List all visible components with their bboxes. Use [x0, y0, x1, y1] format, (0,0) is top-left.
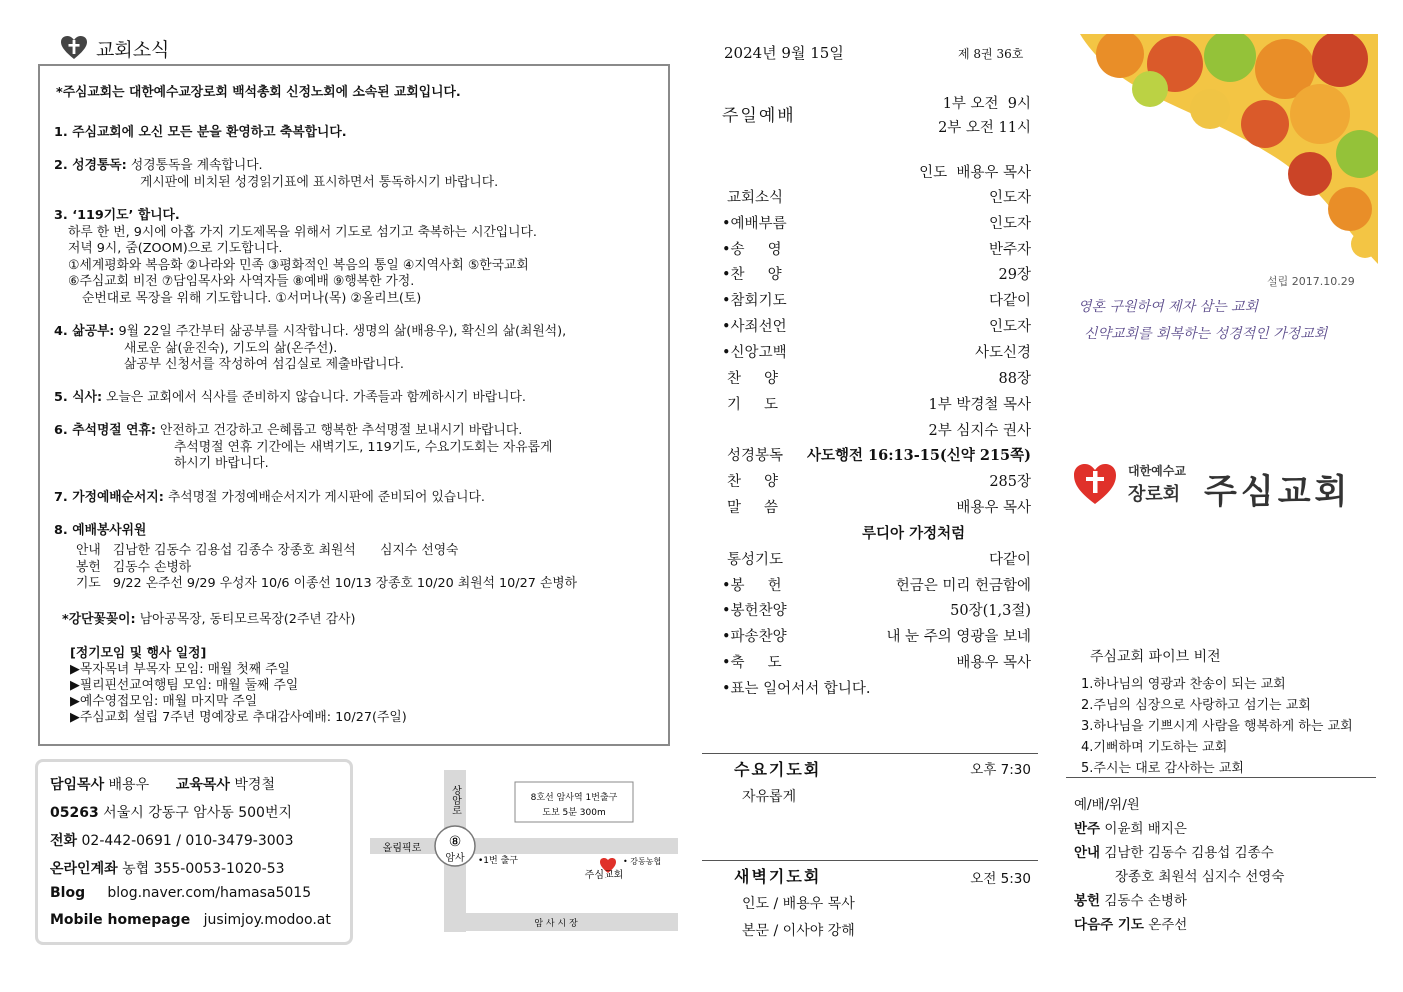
news-intro: *주심교회는 대한예수교장로회 백석총회 신정노회에 소속된 교회입니다. [56, 85, 461, 100]
hymn2-label: 찬 양 [727, 474, 779, 490]
organist-names: 이윤희 배지은 [1100, 821, 1187, 837]
sermon-preacher: 배용우 목사 [956, 500, 1031, 516]
account-label: 온라인계좌 [50, 861, 118, 877]
news-item-7-title: 7. 가정예배순서지: [54, 490, 164, 505]
order-item: •참회기도 [722, 293, 787, 309]
mobile-line [50, 912, 331, 928]
news-item-8-title: 8. 예배봉사위원 [54, 523, 147, 538]
news-item-3-line2: 저녁 9시, 줌(ZOOM)으로 기도합니다. [68, 241, 283, 256]
order-item: 교회소식 [727, 190, 784, 206]
servers-next-prayer [1074, 913, 1187, 933]
postal-code: 05263 [50, 805, 99, 821]
news-item-4-title: 4. 삶공부: [54, 324, 115, 339]
church-logo-icon [1072, 462, 1118, 506]
news-item-3-line1: 하루 한 번, 9시에 아홉 가지 기도제목을 위해서 기도로 섬기고 축복하는 시간입니다. [68, 225, 537, 240]
pastor-line [50, 774, 275, 794]
dawn-text: 본문 / 이사야 강해 [742, 923, 855, 939]
wednesday-text: 자유롭게 [742, 789, 797, 805]
church-logo-denomination: 대한예수교 [1128, 464, 1186, 478]
news-item-5-title: 5. 식사: [54, 390, 103, 405]
church-logo-name: 주심교회 [1204, 472, 1352, 512]
news-item-3-line5: 순번대로 목장을 위해 기도합니다. ①서머나(목) ②올리브(토) [82, 291, 422, 306]
address: 서울시 강동구 암사동 500번지 [98, 805, 293, 821]
news-flower-text: 남아공목장, 동티모르목장(2주년 감사) [135, 612, 356, 627]
news-header [60, 34, 169, 62]
phone-label: 전화 [50, 833, 78, 849]
founded-date: 설립 2017.10.29 [1267, 275, 1355, 288]
wednesday-title: 수요기도회 [734, 760, 822, 779]
order-value: 인도자 [988, 216, 1031, 232]
order-value: 29장 [998, 267, 1031, 283]
servers-offering [1074, 889, 1187, 909]
bulletin-date: 2024년 9월 15일 [724, 44, 844, 62]
news-item-2-line2: 게시판에 비치된 성경읽기표에 표시하면서 통독하시기 바랍니다. [140, 175, 499, 190]
schedule-title: [정기모임 및 행사 일정] [70, 646, 207, 661]
map-exit-label: •1번 출구 [478, 856, 518, 866]
order-item: 통성기도 [727, 552, 784, 568]
pastor-name: 배용우 [104, 777, 150, 793]
news-title: 교회소식 [96, 38, 170, 61]
mobile-label: Mobile homepage [50, 912, 191, 928]
order-item: •예배부름 [722, 216, 787, 232]
schedule-item: ▶주심교회 설립 7주년 명예장로 추대감사예배: 10/27(주일) [70, 710, 407, 725]
usher-names-2: 장종호 최원석 심지수 선영숙 [1115, 869, 1285, 885]
order-item: •찬 양 [722, 267, 782, 283]
phone: 02-442-0691 / 010-3479-3003 [77, 833, 294, 849]
order-value: 반주자 [988, 242, 1031, 258]
order-item: •봉헌찬양 [722, 603, 787, 619]
news-item-4-line2: 새로운 삶(윤진숙), 기도의 삶(온주선). [124, 341, 338, 356]
blog-link[interactable]: blog.naver.com/hamasa5015 [107, 885, 312, 901]
edu-pastor-label: 교육목사 [175, 777, 230, 793]
next-prayer-label: 다음주 기도 [1074, 917, 1144, 933]
order-value: 50장(1,3절) [950, 603, 1031, 619]
news-box [38, 64, 670, 746]
news-item-1: 1. 주심교회에 오신 모든 분을 환영하고 축복합니다. [54, 125, 347, 140]
news-item-4 [54, 324, 566, 340]
wednesday-time: 오후 7:30 [970, 762, 1031, 778]
order-value: 내 눈 주의 영광을 보네 [886, 629, 1031, 645]
news-item-3-line4: ⑥주심교회 비전 ⑦담임목사와 사역자들 ⑧예배 ⑨행복한 가정. [68, 274, 415, 289]
standing-note: •표는 일어서서 합니다. [722, 681, 871, 697]
edu-pastor-name: 박경철 [229, 777, 275, 793]
schedule-item: ▶목자목녀 부목자 모임: 매월 첫째 주일 [70, 662, 290, 677]
order-value: 인도자 [988, 319, 1031, 335]
divider [702, 860, 1038, 861]
news-item-5-text: 오늘은 교회에서 식사를 준비하지 않습니다. 가족들과 함께하시기 바랍니다. [102, 390, 526, 405]
contact-box [35, 759, 353, 945]
sermon-label: 말 씀 [727, 500, 779, 516]
dawn-title: 새벽기도회 [734, 867, 822, 886]
divider [702, 753, 1038, 754]
news-item-6 [54, 423, 522, 439]
order-item: •봉 헌 [722, 578, 782, 594]
news-item-7 [54, 490, 485, 506]
account: 농협 355-0053-1020-53 [117, 861, 285, 877]
news-item-4-text: 9월 22일 주간부터 삶공부를 시작합니다. 생명의 삶(배용우), 확신의 삶(최원석), [114, 324, 567, 339]
map-station-number: ⑧ [448, 834, 462, 850]
phone-line [50, 830, 293, 850]
news-item-2-title: 2. 성경통독: [54, 158, 127, 173]
vision-item: 2.주님의 심장으로 사랑하고 섬기는 교회 [1081, 698, 1311, 713]
mobile-link[interactable]: jusimjoy.modoo.at [203, 912, 331, 928]
church-logo-presbytery: 장로회 [1128, 484, 1181, 505]
news-item-6-line3: 하시기 바랍니다. [174, 456, 269, 471]
news-item-8-line3: 기도 9/22 온주선 9/29 우성자 10/6 이종선 10/13 장종호 10/20 최원석 10/27 손병하 [76, 576, 578, 591]
worship-leader: 인도 배용우 목사 [919, 165, 1031, 181]
news-item-8-line2: 봉헌 김동수 손병하 [76, 560, 192, 575]
order-value: 88장 [998, 371, 1031, 387]
map-nh-label: • 강동농협 [623, 857, 662, 866]
news-flower [62, 612, 355, 628]
usher-names-1: 김남한 김동수 김용섭 김종수 [1100, 845, 1274, 861]
scripture-label: 성경봉독 [727, 448, 784, 464]
worship-time-1: 1부 오전 9시 [942, 96, 1031, 112]
order-value: 다같이 [988, 552, 1031, 568]
map-station-name: 암사 [445, 853, 465, 864]
next-prayer-name: 온주선 [1143, 917, 1188, 933]
order-value: 배용우 목사 [956, 655, 1031, 671]
news-item-3-line3: ①세계평화와 복음화 ②나라와 민족 ③평화적인 복음의 통일 ④지역사회 ⑤한국교회 [68, 258, 529, 273]
prayer-2: 2부 심지수 권사 [928, 423, 1031, 439]
news-item-6-line2: 추석명절 연휴 기간에는 새벽기도, 119기도, 수요기도회는 자유롭게 [174, 440, 553, 455]
vision-item: 4.기뻐하며 기도하는 교회 [1081, 740, 1228, 755]
pastor-label: 담임목사 [50, 777, 105, 793]
church-motto-1: 영혼 구원하여 제자 삼는 교회 [1078, 299, 1259, 315]
order-item: 찬 양 [727, 371, 779, 387]
map-note-line2: 도보 5분 300m [542, 808, 606, 818]
order-value: 사도신경 [974, 345, 1031, 361]
heart-cross-icon [60, 35, 88, 61]
dawn-time: 오전 5:30 [970, 871, 1031, 887]
servers-usher [1074, 841, 1274, 861]
order-item: •송 영 [722, 242, 782, 258]
divider [1066, 777, 1376, 778]
vision-item: 5.주시는 대로 감사하는 교회 [1081, 761, 1244, 776]
order-item: •축 도 [722, 655, 782, 671]
usher-label: 안내 [1074, 845, 1101, 861]
vision-item: 3.하나님을 기쁘시게 사람을 행복하게 하는 교회 [1081, 719, 1353, 734]
order-value: 인도자 [988, 190, 1031, 206]
order-item: 기 도 [727, 397, 779, 413]
news-item-3-title: 3. ‘119기도’ 합니다. [54, 208, 180, 223]
church-logo [1072, 458, 1372, 518]
news-item-2-text: 성경통독을 계속합니다. [126, 158, 263, 173]
address-line [50, 802, 292, 822]
servers-organist [1074, 817, 1187, 837]
vision-title: 주심교회 파이브 비전 [1090, 649, 1221, 665]
map-market-label: 암 사 시 장 [534, 919, 578, 929]
news-item-6-text: 안전하고 건강하고 은혜롭고 행복한 추석명절 보내시기 바랍니다. [155, 423, 523, 438]
news-item-7-text: 추석명절 가정예배순서지가 게시판에 준비되어 있습니다. [163, 490, 485, 505]
vision-item: 1.하나님의 영광과 찬송이 되는 교회 [1081, 677, 1286, 692]
map-label-sangamro: 상암로 [449, 785, 461, 815]
servers-title: 예/배/위/원 [1074, 797, 1140, 813]
news-item-2 [54, 158, 263, 174]
dawn-leader: 인도 / 배용우 목사 [742, 896, 855, 912]
map-label-olympicro: 올림픽로 [382, 843, 422, 854]
order-value: 1부 박경철 목사 [928, 397, 1031, 413]
church-motto-2: 신약교회를 회복하는 성경적인 가정교회 [1084, 326, 1328, 342]
order-item: •파송찬양 [722, 629, 787, 645]
offering-names: 김동수 손병하 [1100, 893, 1187, 909]
schedule-item: ▶필리핀선교여행팀 모임: 매월 둘째 주일 [70, 678, 299, 693]
offering-label: 봉헌 [1074, 893, 1101, 909]
map-note-line1: 8호선 암사역 1번출구 [530, 793, 618, 803]
organist-label: 반주 [1074, 821, 1101, 837]
news-item-6-title: 6. 추석명절 연휴: [54, 423, 156, 438]
account-line [50, 858, 285, 878]
sermon-title: 루디아 가정처럼 [862, 525, 966, 542]
news-flower-title: *강단꽃꽂이: [62, 612, 136, 627]
blog-label: Blog [50, 885, 86, 901]
news-item-4-line3: 삶공부 신청서를 작성하여 섬김실로 제출바랍니다. [124, 357, 404, 372]
location-map [370, 770, 680, 940]
order-value: 다같이 [988, 293, 1031, 309]
order-value: 헌금은 미리 헌금함에 [895, 578, 1031, 594]
hymn2-value: 285장 [989, 474, 1031, 490]
order-item: •사죄선언 [722, 319, 787, 335]
worship-time-2: 2부 오전 11시 [938, 120, 1031, 136]
news-item-8-line1: 안내 김남한 김동수 김용섭 김종수 장종호 최원석 심지수 선영숙 [76, 543, 459, 558]
news-item-5 [54, 390, 526, 406]
order-item: •신앙고백 [722, 345, 787, 361]
scripture-text: 사도행전 16:13-15(신약 215쪽) [806, 447, 1031, 464]
bulletin-volume: 제 8권 36호 [958, 47, 1024, 61]
schedule-item: ▶예수영접모임: 매월 마지막 주일 [70, 694, 258, 709]
map-church-label: 주심교회 [584, 870, 624, 881]
worship-title: 주일예배 [722, 106, 796, 126]
autumn-leaves-image [1080, 34, 1378, 264]
blog-line [50, 885, 311, 901]
